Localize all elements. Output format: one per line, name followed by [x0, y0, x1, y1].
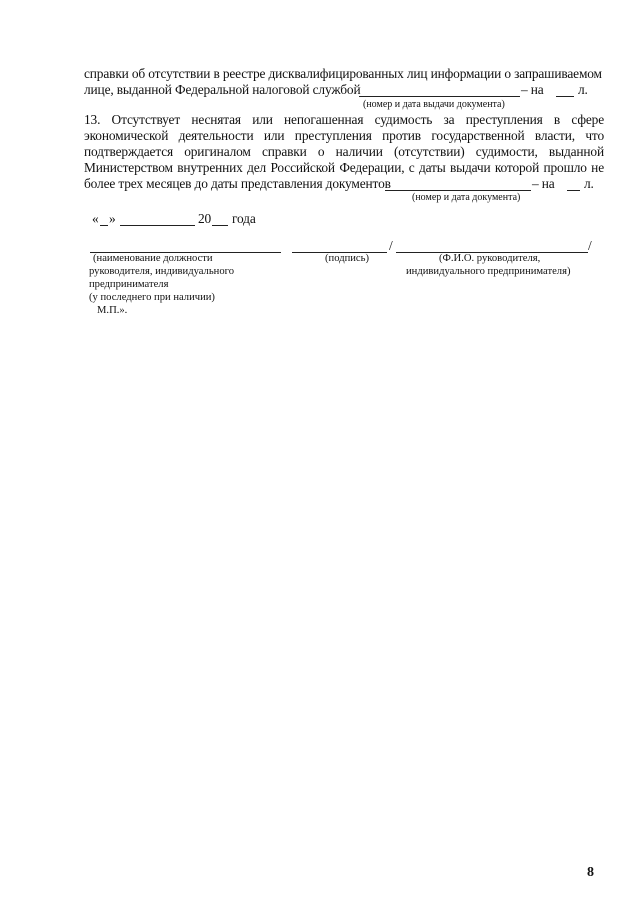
para-prev-line-2: лице, выданной Федеральной налоговой службой [84, 82, 361, 97]
year-word: года [232, 211, 256, 226]
note-document-number-1: (номер и дата выдачи документа) [363, 99, 505, 110]
month-blank [120, 225, 195, 226]
stamp-label: М.П.». [97, 305, 128, 316]
para13-line-3: подтверждается оригиналом справки о наличии (отсутствии) судимости, выданной [84, 144, 604, 159]
para13-line-5: более трех месяцев до даты представления документов [84, 176, 391, 191]
para13-line-4: Министерством внутренних дел Российской Федерации, с даты выдачи которой прошло не [84, 160, 604, 175]
pages-abbr-2: л. [584, 176, 594, 191]
day-blank [100, 225, 108, 226]
year-century: 20 [198, 211, 212, 226]
signature-slash-2: / [588, 238, 592, 253]
caption-position-3: предпринимателя [89, 279, 169, 290]
document-number-blank-2 [385, 190, 531, 191]
date-quote-close: » [109, 211, 116, 226]
note-document-number-2: (номер и дата документа) [412, 192, 521, 203]
para-prev-line-1: справки об отсутствии в реестре дисквалифицированных лиц информации о запрашиваемом [84, 66, 602, 81]
pages-count-blank-1 [556, 96, 574, 97]
para13-line-1: 13. Отсутствует неснятая или непогашенная судимость за преступления в сфере [84, 112, 604, 127]
para13-line-2: экономической деятельности или преступления против государственной власти, что [84, 128, 604, 143]
caption-position-1: (наименование должности [93, 253, 213, 264]
year-blank [212, 225, 228, 226]
document-number-blank-1 [359, 96, 520, 97]
caption-fio-2: индивидуального предпринимателя) [406, 266, 571, 277]
pages-on-label-1: – на [521, 82, 544, 97]
date-quote-open: « [92, 211, 99, 226]
signature-slash-1: / [389, 238, 393, 253]
caption-position-4: (у последнего при наличии) [89, 292, 215, 303]
pages-on-label-2: – на [532, 176, 555, 191]
caption-signature: (подпись) [325, 253, 369, 264]
caption-fio-1: (Ф.И.О. руководителя, [439, 253, 541, 264]
pages-abbr-1: л. [578, 82, 588, 97]
caption-position-2: руководителя, индивидуального [89, 266, 235, 277]
pages-count-blank-2 [567, 190, 580, 191]
page-number: 8 [587, 865, 594, 880]
